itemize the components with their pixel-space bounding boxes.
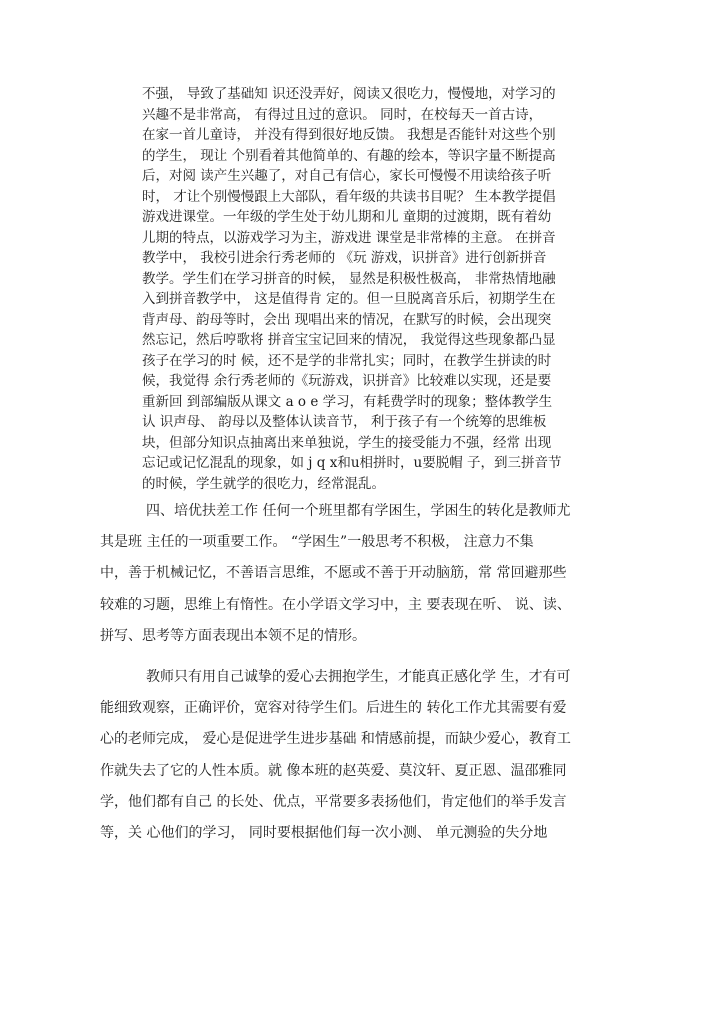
text-line: 的时候，学生就学的很吃力，经常混乱。: [142, 475, 385, 492]
text-line: 教师只有用自己诚挚的爱心去拥抱学生，才能真正感化学 生，才有可: [146, 668, 571, 685]
text-line: 儿期的特点，以游戏学习为主，游戏进 课堂是非常棒的主意。 在拼音: [142, 229, 556, 246]
text-line: 然忘记，然后哼歌将 拼音宝宝记回来的情况， 我觉得这些现象都凸显: [142, 332, 556, 348]
text-line: 能细致观察，正确评价，宽容对待学生们。后进生的 转化工作尤其需要有爱: [100, 700, 567, 717]
paragraph-pinyin-teaching: [142, 84, 618, 494]
text-line: 其是班 主任的一项重要工作。 “学困生”一般思考不积极， 注意力不集: [100, 534, 534, 551]
text-line: 背声母、韵母等时，会出 现唱出来的情况，在默写的时候，会出现突: [142, 311, 552, 328]
paragraph-teacher-love: [100, 662, 620, 849]
text-line: 兴趣不是非常高， 有得过且过的意识。 同时，在校每天一首古诗，: [142, 106, 543, 123]
text-line: 拼写、思考等方面表现出本领不足的情形。: [100, 627, 366, 644]
text-line: 较难的习题，思维上有惰性。在小学语文学习中，主 要表现在听、 说、读、: [100, 596, 571, 613]
text-line: 时， 才让个别慢慢跟上大部队，看年级的共读书目呢？ 生本教学提倡: [142, 188, 556, 205]
text-line: 教学中， 我校引进余行秀老师的 《玩 游戏，识拼音》进行创新拼音: [142, 250, 547, 266]
text-line: 四、培优扶差工作 任何一个班里都有学困生，学困生的转化是教师尤: [146, 503, 571, 519]
text-line: 学，他们都有自己 的长处、优点，平常要多表扬他们，肯定他们的举手发言: [100, 793, 567, 810]
body-text-section: [100, 496, 620, 849]
text-line: 的学生， 现让 个别看着其他简单的、有趣的绘本，等识字量不断提高: [142, 147, 556, 164]
text-line: 在家一首儿童诗， 并没有得到很好地反馈。 我想是否能针对这些个别: [142, 127, 556, 143]
text-line: 后，对阅 读产生兴趣了，对自己有信心，家长可慢慢不用读给孩子听: [142, 168, 552, 184]
text-line: 作就失去了它的人性本质。就 像本班的赵英爱、莫汶轩、夏正恩、温邵雅同: [100, 762, 567, 779]
text-line: 心的老师完成， 爱心是促进学生进步基础 和情感前提，而缺少爱心，教育工: [100, 731, 571, 748]
text-line: 块，但部分知识点抽离出来单独说，学生的接受能力不强，经常 出现: [142, 434, 552, 451]
text-line: 游戏进课堂。一年级的学生处于幼儿期和儿 童期的过渡期，既有着幼: [142, 209, 552, 225]
text-line: 认 识声母、 韵母以及整体认读音节， 利于孩子有一个统筹的思维板: [142, 414, 547, 430]
text-line: 中，善于机械记忆，不善语言思维，不愿或不善于开动脑筋，常 常回避那些: [100, 565, 567, 582]
text-line: 重新回 到部编版从课文 a o e 学习，有耗费学时的现象；整体教学生: [142, 393, 553, 410]
text-line: 等，关 心他们的学习， 同时要根据他们每一次小测、 单元测验的失分地: [100, 824, 548, 841]
text-line: 忘记或记忆混乱的现象，如 j q x和u相拼时，u要脱帽 子，到三拼音节: [142, 455, 562, 471]
paragraph-struggling-students: [100, 496, 620, 652]
text-line: 不强， 导致了基础知 识还没弄好，阅读又很吃力，慢慢地，对学习的: [142, 86, 556, 102]
text-line: 入到拼音教学中， 这是值得肯 定的。但一旦脱离音乐后，初期学生在: [142, 291, 556, 307]
text-line: 候，我觉得 余行秀老师的《玩游戏，识拼音》比较难以实现，还是要: [142, 373, 552, 389]
text-line: 教学。学生们在学习拼音的时候， 显然是积极性极高， 非常热情地融: [142, 270, 556, 287]
text-line: 孩子在学习的时 候，还不是学的非常扎实；同时，在教学生拼读的时: [142, 352, 552, 369]
